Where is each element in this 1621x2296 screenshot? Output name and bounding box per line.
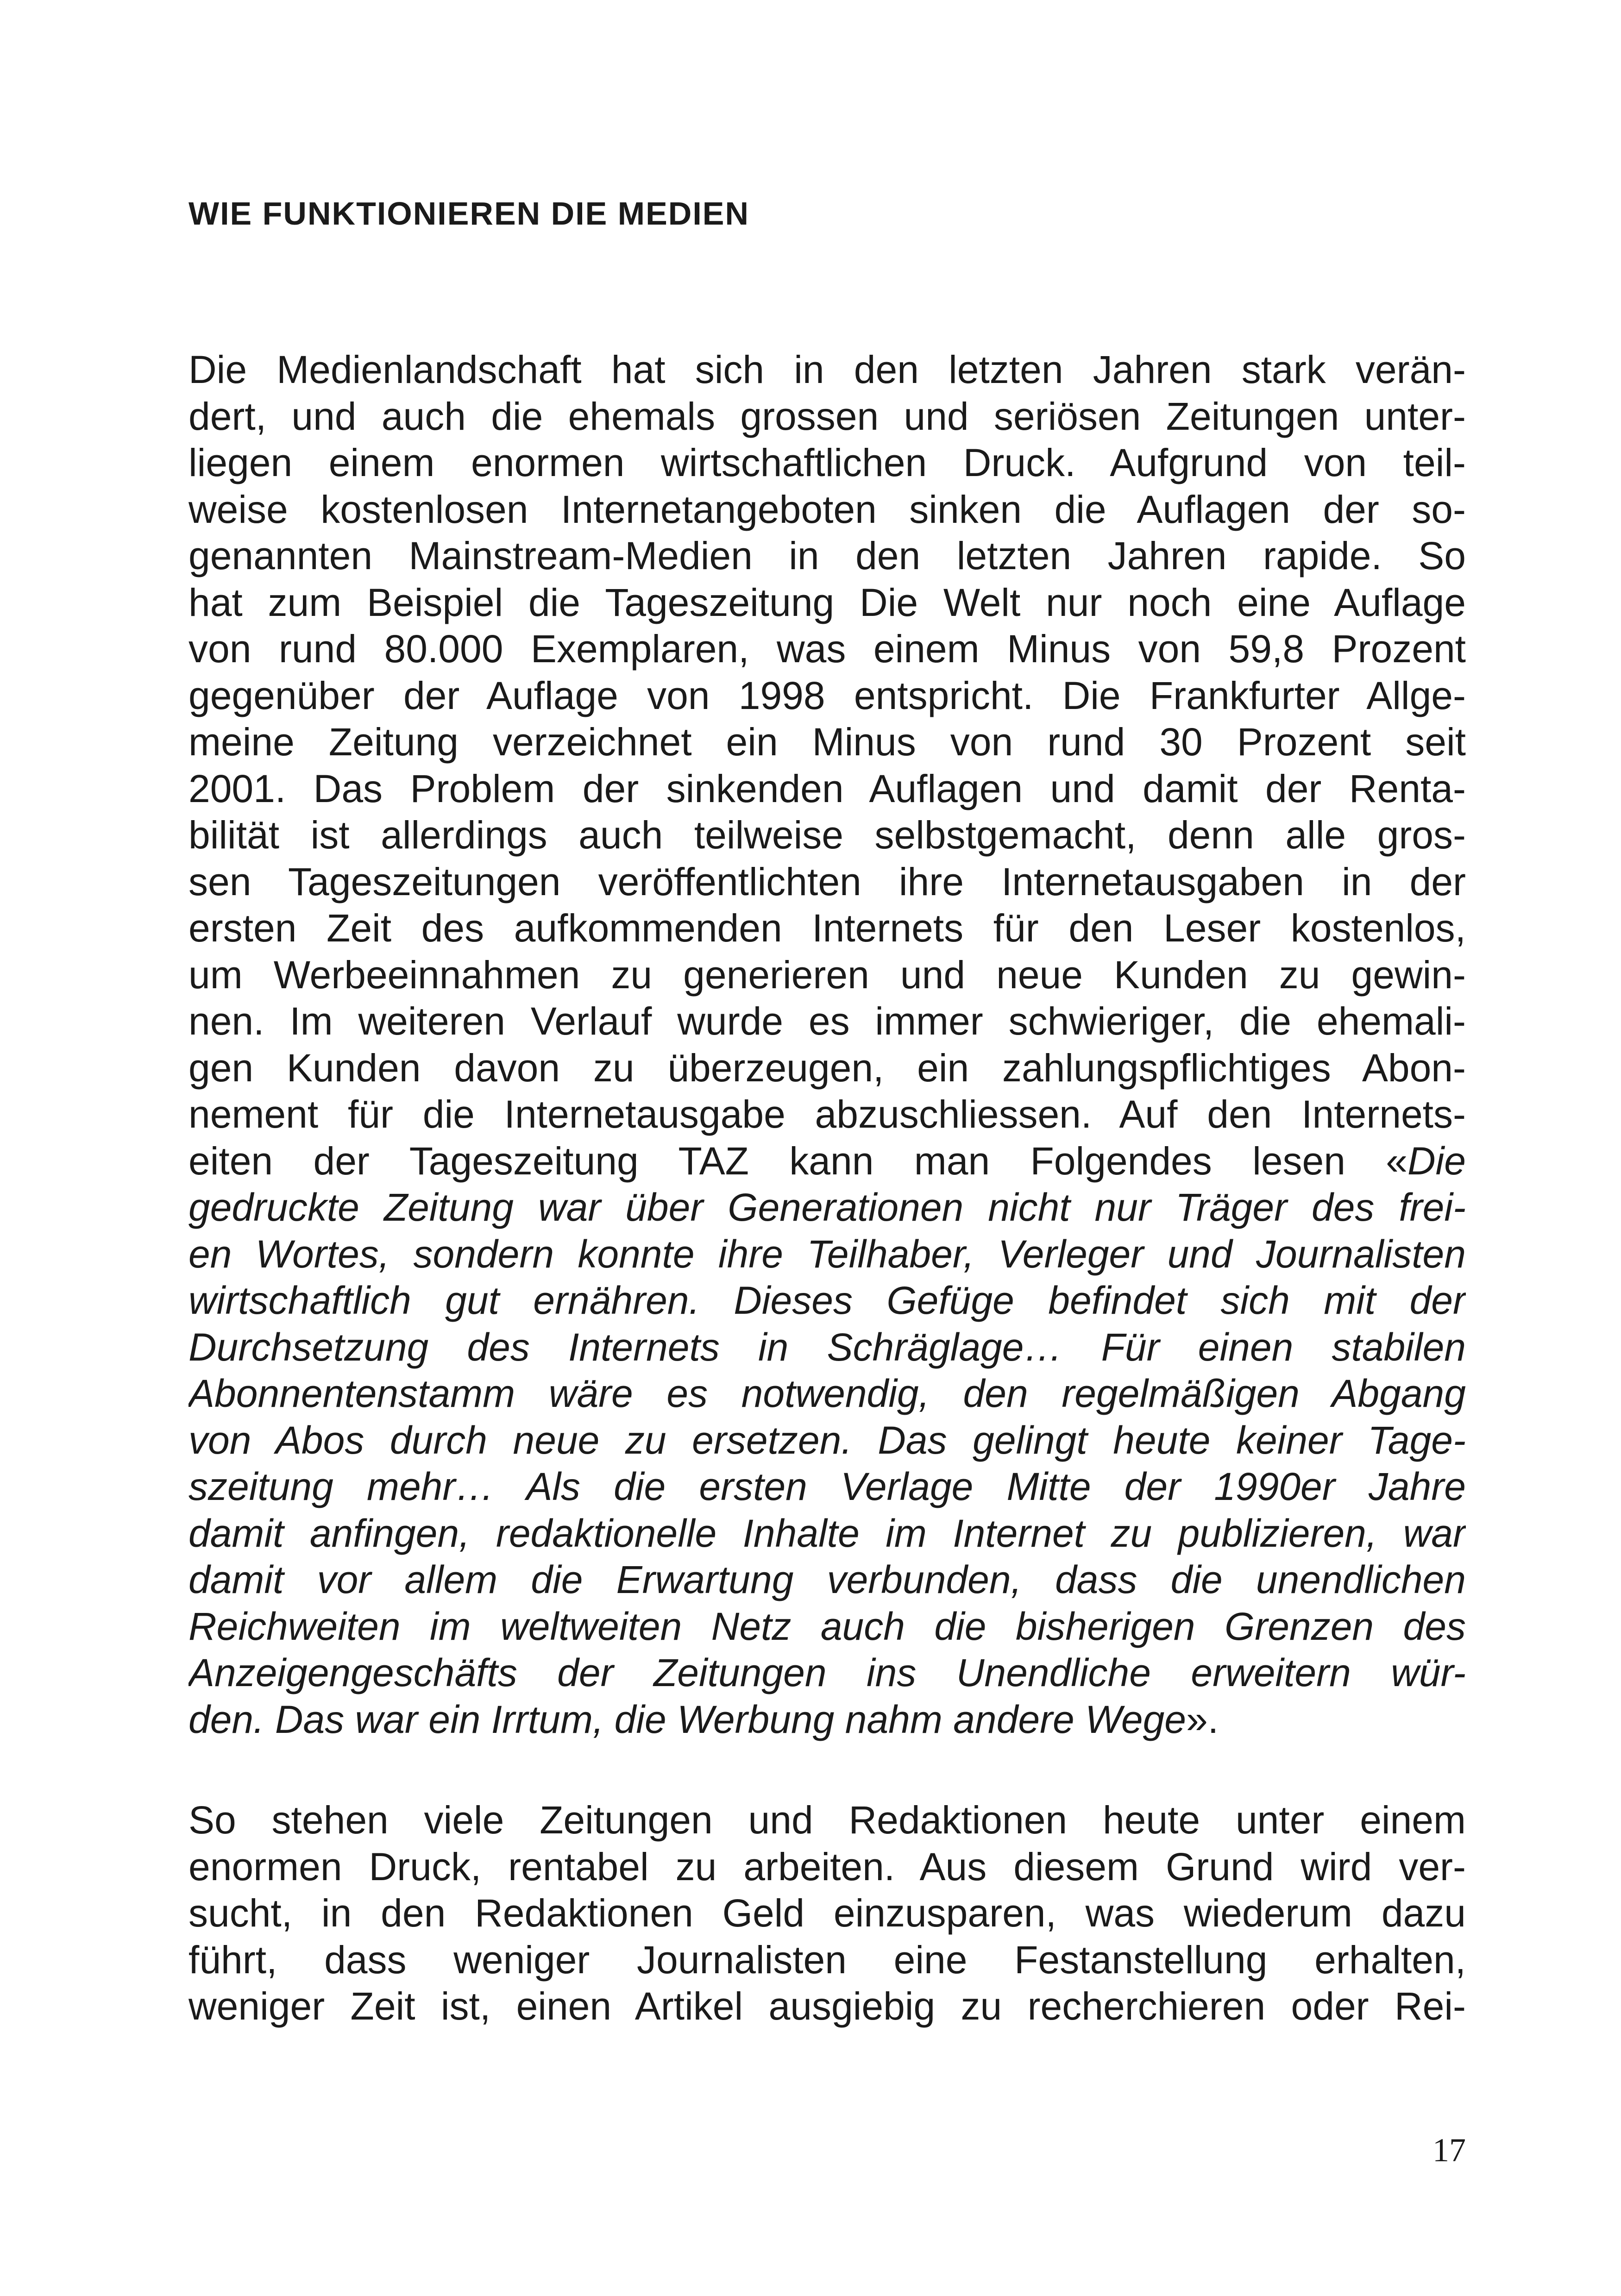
italic-quote-text: gedruckte Zeitung war über Generationen nicht nur Träger des frei- (188, 1186, 1466, 1229)
body-text: meine Zeitung verzeichnet ein Minus von rund 30 Prozent seit (188, 720, 1466, 764)
body-text: Die Medienlandschaft hat sich in den letzten Jahren stark verän- (188, 348, 1466, 391)
body-text: bilität ist allerdings auch teilweise selbstgemacht, denn alle gros- (188, 813, 1466, 857)
text-line (188, 1324, 1466, 1371)
body-text: dert, und auch die ehemals grossen und seriösen Zeitungen unter- (188, 394, 1466, 438)
paragraph-1 (188, 346, 1466, 1743)
italic-quote-text: damit vor allem die Erwartung verbunden, dass die unendlichen (188, 1558, 1466, 1601)
body-text: weise kostenlosen Internetangeboten sinken die Auflagen der so- (188, 487, 1466, 531)
italic-quote-text: Reichweiten im weltweiten Netz auch die bisherigen Grenzen des (188, 1604, 1466, 1648)
text-line (188, 1463, 1466, 1510)
text-line (188, 1510, 1466, 1557)
italic-quote-text: den. Das war ein Irrtum, die Werbung nahm andere Wege (188, 1697, 1187, 1741)
italic-quote-text: Abonnentenstamm wäre es notwendig, den regelmäßigen Abgang (188, 1372, 1466, 1415)
text-line (188, 1650, 1466, 1696)
body-text: weniger Zeit ist, einen Artikel ausgiebig zu recherchieren oder Rei- (188, 1984, 1466, 2028)
text-line (188, 719, 1466, 765)
text-line (188, 1937, 1466, 1983)
body-text: sucht, in den Redaktionen Geld einzusparen, was wiederum dazu (188, 1891, 1466, 1935)
body-text: nen. Im weiteren Verlauf wurde es immer schwieriger, die ehemali- (188, 999, 1466, 1043)
text-line (188, 1603, 1466, 1650)
body-text: ». (1186, 1697, 1219, 1741)
text-line (188, 1045, 1466, 1092)
text-line (188, 1844, 1466, 1890)
text-line (188, 1890, 1466, 1937)
page-number: 17 (1433, 2132, 1466, 2169)
text-line (188, 1184, 1466, 1231)
text-line (188, 1983, 1466, 2030)
text-line (188, 1370, 1466, 1417)
body-text: gegenüber der Auflage von 1998 entspricht. Die Frankfurter Allge- (188, 673, 1466, 717)
page-heading: WIE FUNKTIONIEREN DIE MEDIEN (188, 195, 750, 232)
text-line (188, 1277, 1466, 1324)
body-text: enormen Druck, rentabel zu arbeiten. Aus diesem Grund wird ver- (188, 1844, 1466, 1888)
text-line (188, 1091, 1466, 1138)
italic-quote-text: Die (1407, 1139, 1466, 1183)
body-text: So stehen viele Zeitungen und Redaktionen heute unter einem (188, 1798, 1466, 1842)
text-line (188, 952, 1466, 998)
text-line (188, 1696, 1466, 1743)
body-text: genannten Mainstream-Medien in den letzten Jahren rapide. So (188, 534, 1466, 577)
text-line (188, 1138, 1466, 1185)
body-text: sen Tageszeitungen veröffentlichten ihre Internetausgaben in der (188, 859, 1466, 903)
text-line (188, 533, 1466, 579)
body-text: um Werbeeinnahmen zu generieren und neue Kunden zu gewin- (188, 953, 1466, 997)
italic-quote-text: von Abos durch neue zu ersetzen. Das gelingt heute keiner Tage- (188, 1418, 1466, 1462)
text-line (188, 579, 1466, 626)
text-line (188, 859, 1466, 905)
text-line (188, 998, 1466, 1045)
body-text: eiten der Tageszeitung TAZ kann man Folgendes lesen « (188, 1139, 1407, 1183)
body-text: hat zum Beispiel die Tageszeitung Die Welt nur noch eine Auflage (188, 580, 1466, 624)
body-text: ersten Zeit des aufkommenden Internets für den Leser kostenlos, (188, 906, 1466, 950)
text-line (188, 626, 1466, 672)
body-text: nement für die Internetausgabe abzuschliessen. Auf den Internets- (188, 1092, 1466, 1136)
italic-quote-text: Anzeigengeschäfts der Zeitungen ins Unendliche erweitern wür- (188, 1651, 1466, 1694)
text-line (188, 1556, 1466, 1603)
body-text: von rund 80.000 Exemplaren, was einem Minus von 59,8 Prozent (188, 627, 1466, 671)
text-line (188, 905, 1466, 952)
text-line (188, 672, 1466, 719)
text-line (188, 486, 1466, 533)
text-line (188, 1797, 1466, 1844)
body-text: 2001. Das Problem der sinkenden Auflagen und damit der Renta- (188, 766, 1466, 810)
text-line (188, 812, 1466, 859)
text-line (188, 1231, 1466, 1278)
italic-quote-text: szeitung mehr… Als die ersten Verlage Mitte der 1990er Jahre (188, 1465, 1466, 1508)
italic-quote-text: damit anfingen, redaktionelle Inhalte im Internet zu publizieren, war (188, 1511, 1466, 1555)
italic-quote-text: en Wortes, sondern konnte ihre Teilhaber, Verleger und Journalisten (188, 1232, 1466, 1276)
text-line (188, 393, 1466, 440)
paragraph-2 (188, 1797, 1466, 2030)
text-line (188, 439, 1466, 486)
body-text: führt, dass weniger Journalisten eine Festanstellung erhalten, (188, 1938, 1466, 1982)
text-line (188, 765, 1466, 812)
italic-quote-text: wirtschaftlich gut ernähren. Dieses Gefüge befindet sich mit der (188, 1279, 1466, 1322)
italic-quote-text: Durchsetzung des Internets in Schräglage… Für einen stabilen (188, 1325, 1466, 1369)
body-text: gen Kunden davon zu überzeugen, ein zahlungspflichtiges Abon- (188, 1046, 1466, 1090)
text-line (188, 1417, 1466, 1464)
body-text: liegen einem enormen wirtschaftlichen Druck. Aufgrund von teil- (188, 441, 1466, 484)
text-line (188, 346, 1466, 393)
